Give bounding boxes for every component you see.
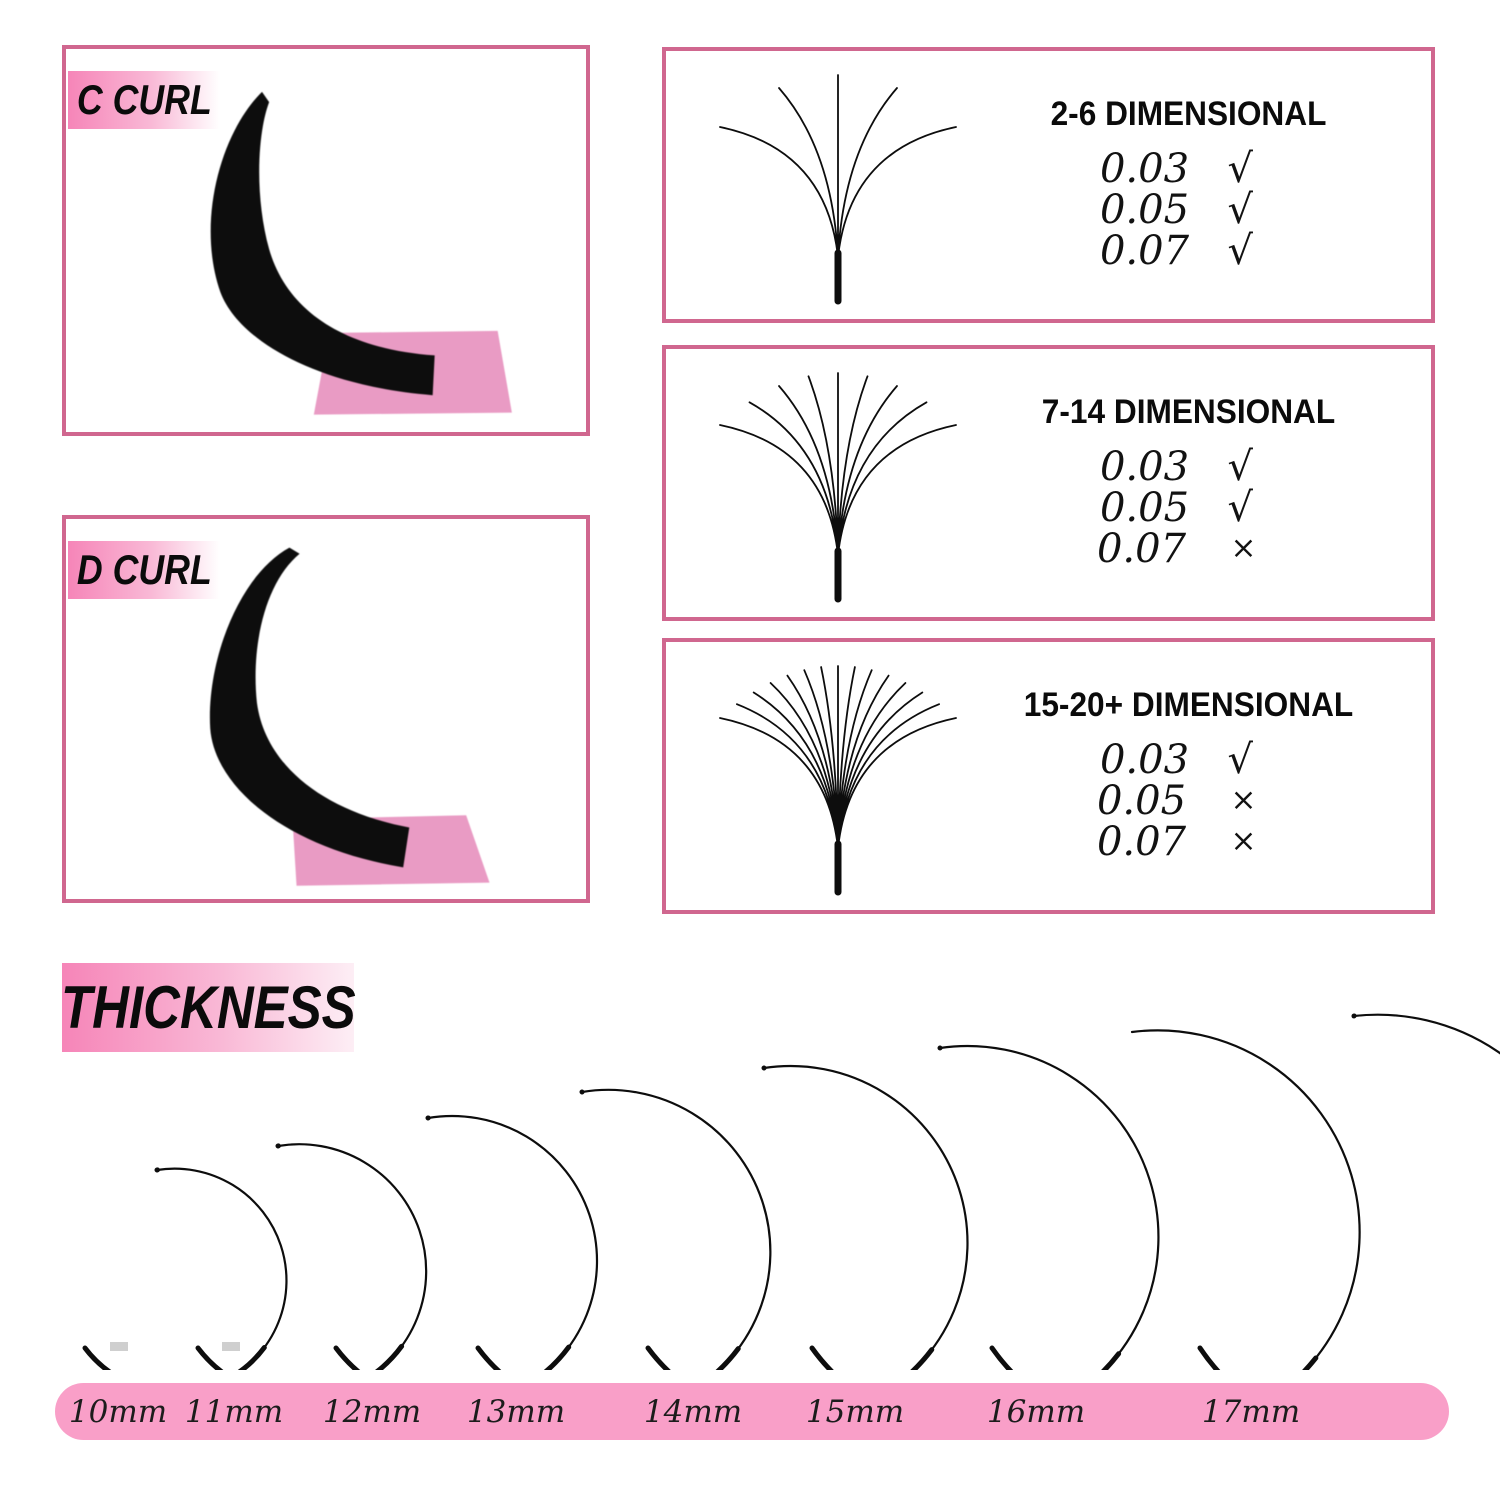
- length-curve-base: [198, 1144, 426, 1370]
- availability-mark: √: [1227, 145, 1253, 192]
- thickness-value: 0.07: [1099, 227, 1190, 274]
- thickness-availability-list: [966, 443, 1411, 572]
- length-curve: [336, 1116, 597, 1370]
- tape-speck: [110, 1342, 128, 1351]
- thickness-row: [966, 145, 1411, 192]
- lash-length-curves: [0, 990, 1500, 1370]
- thickness-availability-list: [966, 145, 1411, 274]
- length-label: 17mm: [1201, 1393, 1301, 1430]
- d-curl-card: [62, 515, 590, 903]
- availability-mark: ×: [1230, 530, 1257, 566]
- availability-mark: √: [1227, 186, 1253, 233]
- thickness-row: [966, 525, 1411, 572]
- d-curl-chip: [68, 541, 220, 599]
- thickness-value: 0.07: [1096, 818, 1187, 865]
- length-curve: [85, 1169, 286, 1370]
- thickness-value: 0.03: [1099, 443, 1190, 490]
- length-label: 15mm: [805, 1393, 905, 1430]
- thickness-row: [966, 227, 1411, 274]
- c-curl-card: [62, 45, 590, 436]
- thickness-row: [966, 484, 1411, 531]
- thickness-row: [966, 443, 1411, 490]
- availability-mark: √: [1227, 736, 1253, 783]
- dimension-card-15-20: [662, 638, 1435, 914]
- tape-speck: [222, 1342, 240, 1351]
- c-curl-chip: [68, 71, 220, 129]
- thickness-value: 0.05: [1099, 484, 1190, 531]
- dimension-title: 7-14 DIMENSIONAL: [1041, 393, 1336, 431]
- availability-mark: √: [1227, 227, 1253, 274]
- thickness-value: 0.05: [1096, 777, 1187, 824]
- dimension-card-2-6: [662, 47, 1435, 323]
- thickness-value: 0.03: [1099, 145, 1190, 192]
- length-curve-base: [1200, 1015, 1500, 1370]
- length-curve-base: [336, 1116, 597, 1370]
- length-label: 13mm: [466, 1393, 566, 1430]
- length-curve-base: [85, 1169, 286, 1370]
- length-curve-base: [648, 1066, 967, 1370]
- thickness-row: [966, 186, 1411, 233]
- length-curve: [648, 1066, 967, 1370]
- thickness-value: 0.03: [1099, 736, 1190, 783]
- thickness-value: 0.07: [1096, 525, 1187, 572]
- dimension-title: 2-6 DIMENSIONAL: [1050, 95, 1327, 133]
- length-curve-base: [992, 1030, 1360, 1370]
- length-label: 12mm: [322, 1393, 422, 1430]
- length-scale-bar: [55, 1383, 1449, 1440]
- fan-lashes: [720, 373, 956, 555]
- dimension-title: 15-20+ DIMENSIONAL: [1023, 686, 1354, 724]
- length-curve: [992, 1030, 1360, 1370]
- thickness-row: [966, 736, 1411, 783]
- thickness-title: THICKNESS: [60, 973, 356, 1041]
- length-label: 14mm: [643, 1393, 743, 1430]
- length-curve-base: [478, 1090, 770, 1370]
- length-curve: [198, 1144, 426, 1370]
- fan-lashes: [720, 75, 956, 257]
- length-curve: [478, 1090, 770, 1370]
- length-curve: [812, 1046, 1158, 1370]
- thickness-availability-list: [966, 736, 1411, 865]
- length-curve: [1200, 1015, 1500, 1370]
- length-label: 11mm: [184, 1393, 284, 1430]
- length-label: 16mm: [986, 1393, 1086, 1430]
- availability-mark: ×: [1230, 823, 1257, 859]
- length-curve-base: [812, 1046, 1158, 1370]
- availability-mark: √: [1227, 443, 1253, 490]
- c-curl-label: C CURL: [76, 76, 212, 123]
- availability-mark: √: [1227, 484, 1253, 531]
- fan-lashes: [720, 666, 956, 848]
- thickness-row: [966, 818, 1411, 865]
- availability-mark: ×: [1230, 782, 1257, 818]
- thickness-value: 0.05: [1099, 186, 1190, 233]
- d-curl-label: D CURL: [76, 546, 212, 593]
- dimension-card-7-14: [662, 345, 1435, 621]
- thickness-row: [966, 777, 1411, 824]
- length-label: 10mm: [68, 1393, 168, 1430]
